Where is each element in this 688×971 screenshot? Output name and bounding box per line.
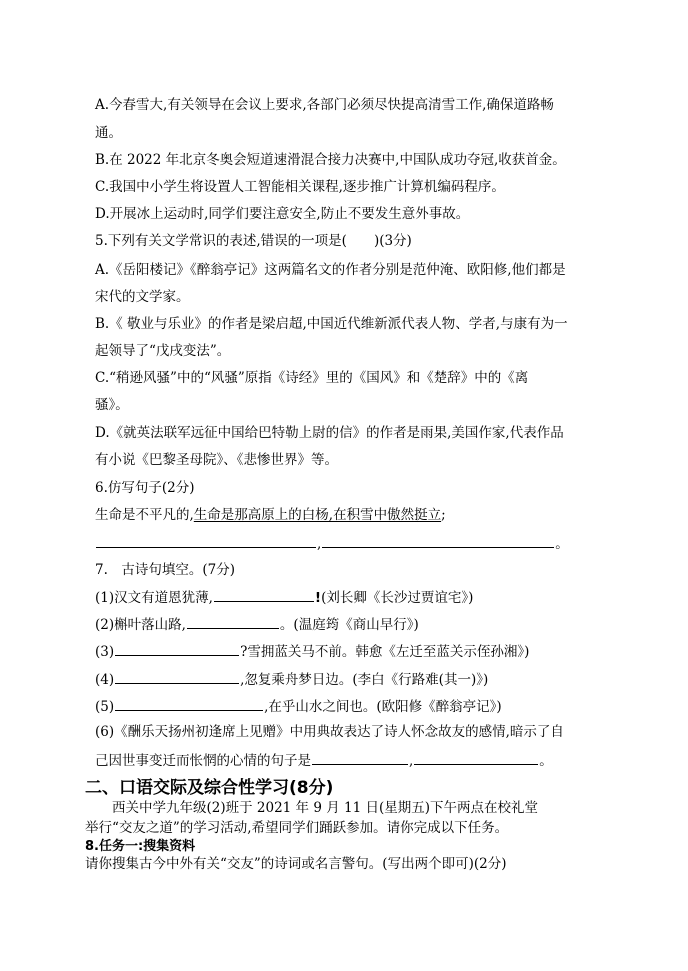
q4-option-b: B.在 2022 年北京冬奥会短道速滑混合接力决赛中,中国队成功夺冠,收获首金。	[95, 152, 566, 168]
q5-option-d-line2: 有小说《巴黎圣母院》、《悲惨世界》等。	[95, 452, 338, 468]
q5-option-b-line1: B.《 敬业与乐业》的作者是梁启超,中国近代维新派代表人物、学者,与康有为一	[95, 316, 568, 332]
q7-line-1	[95, 587, 473, 607]
q7-line-6b	[95, 750, 553, 770]
q5-stem: 5.下列有关文学常识的表述,错误的一项是( )(3分)	[95, 233, 412, 249]
q5-option-b-line2: 起领导了“戊戌变法”。	[95, 343, 231, 359]
task-1-description: 请你搜集古今中外有关“交友”的诗词或名言警句。(写出两个即可)(2分)	[85, 856, 507, 872]
q6-answer-line	[95, 533, 569, 553]
q6-semicolon: ;	[441, 507, 446, 523]
q6-model-sentence	[95, 506, 446, 524]
q7-stem: 7. 古诗句填空。(7分)	[95, 562, 236, 578]
q7-blank-4[interactable]	[115, 669, 239, 684]
q7-blank-5[interactable]	[115, 696, 263, 711]
q7-line-6-prefix: 己因世事变迁而怅惘的心情的句子是	[95, 753, 311, 769]
q5-option-d-line1: D.《就英法联军远征中国给巴特勒上尉的信》的作者是雨果,美国作家,代表作品	[95, 425, 564, 441]
q6-comma: ,	[317, 536, 322, 552]
q5-option-c-line1: C.“稍逊风骚”中的“风骚”原指《诗经》里的《国风》和《楚辞》中的《离	[95, 370, 529, 386]
q7-line-5-source: ,在乎山水之间也。(欧阳修《醉翁亭记》)	[264, 699, 502, 715]
q6-prefix: 生命是不平凡的,	[95, 507, 194, 523]
q4-option-d: D.开展冰上运动时,同学们要注意安全,防止不要发生意外事故。	[95, 206, 470, 222]
q7-line-3-prefix: (3)	[95, 644, 115, 660]
q5-option-a-line2: 宋代的文学家。	[95, 289, 190, 305]
q7-line-1-prefix: (1)汉文有道恩犹薄,	[95, 590, 213, 606]
q7-blank-2[interactable]	[187, 614, 279, 629]
q7-line-4-source: ,忽复乘舟梦日边。(李白《行路难(其一)》)	[240, 672, 489, 688]
q6-period: 。	[555, 536, 569, 552]
q7-line-6-period: 。	[539, 753, 553, 769]
section-2-heading: 二、口语交际及综合性学习(8分)	[85, 778, 334, 798]
q7-line-2-source: 。(温庭筠《商山早行》)	[279, 617, 419, 633]
q7-line-1-source: (刘长卿《长沙过贾谊宅》)	[321, 590, 474, 606]
q6-answer-blank-1[interactable]	[96, 533, 316, 548]
q7-line-4	[95, 669, 488, 689]
q7-blank-1[interactable]	[214, 587, 314, 602]
q7-line-5-prefix: (5)	[95, 699, 115, 715]
q4-option-a-line2: 通。	[95, 125, 122, 141]
q7-line-3-source: ?雪拥蓝关马不前。韩愈《左迁至蓝关示侄孙湘》)	[240, 644, 530, 660]
q7-blank-3[interactable]	[115, 641, 239, 656]
q4-option-a-line1: A.今春雪大,有关领导在会议上要求,各部门必须尽快提高清雪工作,确保道路畅	[95, 97, 554, 113]
q6-answer-blank-2[interactable]	[322, 533, 554, 548]
q7-line-1-exclamation: !	[314, 590, 322, 606]
q7-line-2-prefix: (2)槲叶落山路,	[95, 617, 186, 633]
section-2-intro-line1: 西关中学九年级(2)班于 2021 年 9 月 11 日(星期五)下午两点在校礼堂	[85, 800, 539, 816]
q5-option-a-line1: A.《岳阳楼记》《醉翁亭记》这两篇名文的作者分别是范仲淹、欧阳修,他们都是	[95, 262, 566, 278]
task-1-title: 8.任务一:搜集资料	[85, 839, 196, 854]
q7-line-4-prefix: (4)	[95, 672, 115, 688]
q4-option-c: C.我国中小学生将设置人工智能相关课程,逐步推广计算机编码程序。	[95, 179, 505, 195]
q6-underlined-text: 生命是那高原上的白杨,在积雪中傲然挺立	[193, 507, 442, 523]
q7-line-6a: (6)《酬乐天扬州初逢席上见赠》中用典故表达了诗人怀念故友的感情,暗示了自	[95, 724, 564, 740]
q5-option-c-line2: 骚》。	[95, 397, 129, 413]
section-2-intro-line2: 举行“交友之道”的学习活动,希望同学们踊跃参加。请你完成以下任务。	[85, 820, 509, 836]
q7-line-6-comma: ,	[409, 753, 414, 769]
q7-blank-6a[interactable]	[312, 750, 408, 765]
q7-blank-6b[interactable]	[414, 750, 538, 765]
q6-stem: 6.仿写句子(2分)	[95, 480, 195, 496]
q7-line-2	[95, 614, 419, 634]
q7-line-3	[95, 641, 529, 661]
q7-line-5	[95, 696, 502, 716]
